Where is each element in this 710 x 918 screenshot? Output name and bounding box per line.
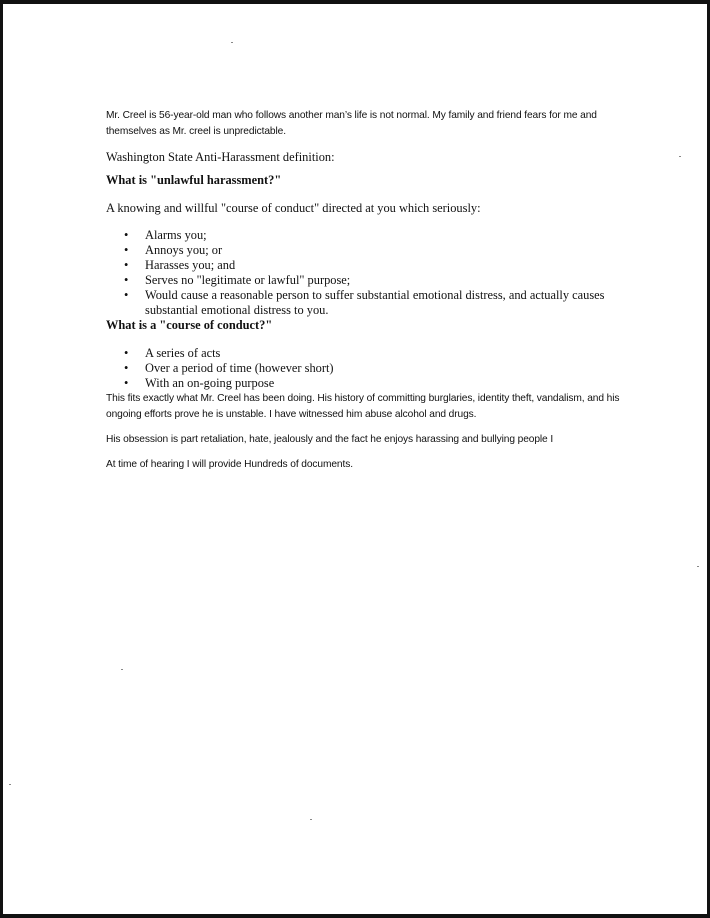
list-item-text: Annoys you; or — [145, 243, 223, 257]
list-item-text: With an on-going purpose — [145, 376, 275, 390]
harassment-criteria-list — [106, 228, 626, 318]
hearing-paragraph: At time of hearing I will provide Hundreds of documents. — [106, 459, 353, 470]
heading-course-of-conduct: What is a "course of conduct?" — [106, 318, 273, 332]
list-item-text: Serves no "legitimate or lawful" purpose; — [145, 273, 351, 287]
bullet-icon: • — [124, 258, 129, 272]
obsession-paragraph: His obsession is part retaliation, hate, jealously and the fact he enjoys harassing and bullying people I — [106, 434, 554, 445]
intro-paragraph: Mr. Creel is 56-year-old man who follows another man’s life is not normal. My family and friend fears for me and themselves as Mr. creel is unpredictable. — [106, 110, 597, 137]
bullet-icon: • — [124, 228, 129, 242]
bullet-icon: • — [124, 288, 129, 302]
bullet-icon: • — [124, 361, 129, 375]
list-item-text: Over a period of time (however short) — [145, 361, 334, 375]
bullet-icon: • — [124, 376, 129, 390]
list-item-text: A series of acts — [145, 346, 221, 360]
list-item-text: Alarms you; — [145, 228, 207, 242]
list-item-text: Harasses you; and — [145, 258, 236, 272]
list-item — [106, 288, 605, 318]
scan-speck — [679, 156, 681, 157]
list-item — [106, 361, 605, 376]
fits-exactly-paragraph: This fits exactly what Mr. Creel has been doing. His history of committing burglaries, identity theft, vandalism, and his ongoing efforts prove he is unstable. I have witnessed him abuse alcohol and drugs. — [106, 393, 620, 420]
bullet-icon: • — [124, 243, 129, 257]
heading-unlawful-harassment: What is "unlawful harassment?" — [106, 173, 282, 187]
scan-speck — [9, 784, 11, 785]
list-item — [106, 228, 605, 243]
list-item — [106, 243, 605, 258]
knowing-willful-paragraph: A knowing and willful "course of conduct" directed at you which seriously: — [106, 201, 481, 215]
scan-speck — [121, 669, 123, 670]
scan-speck — [310, 819, 312, 820]
definition-title: Washington State Anti-Harassment definition: — [106, 150, 335, 164]
scan-speck — [231, 42, 233, 43]
list-item-text: Would cause a reasonable person to suffer substantial emotional distress, and actually causes substantial emotional distress to you. — [145, 288, 605, 317]
bullet-icon: • — [124, 273, 129, 287]
scan-speck — [697, 566, 699, 567]
document-body — [106, 108, 626, 473]
list-item — [106, 273, 605, 288]
list-item — [106, 376, 605, 391]
list-item — [106, 346, 605, 361]
list-item — [106, 258, 605, 273]
bullet-icon: • — [124, 346, 129, 360]
course-of-conduct-list — [106, 346, 626, 391]
